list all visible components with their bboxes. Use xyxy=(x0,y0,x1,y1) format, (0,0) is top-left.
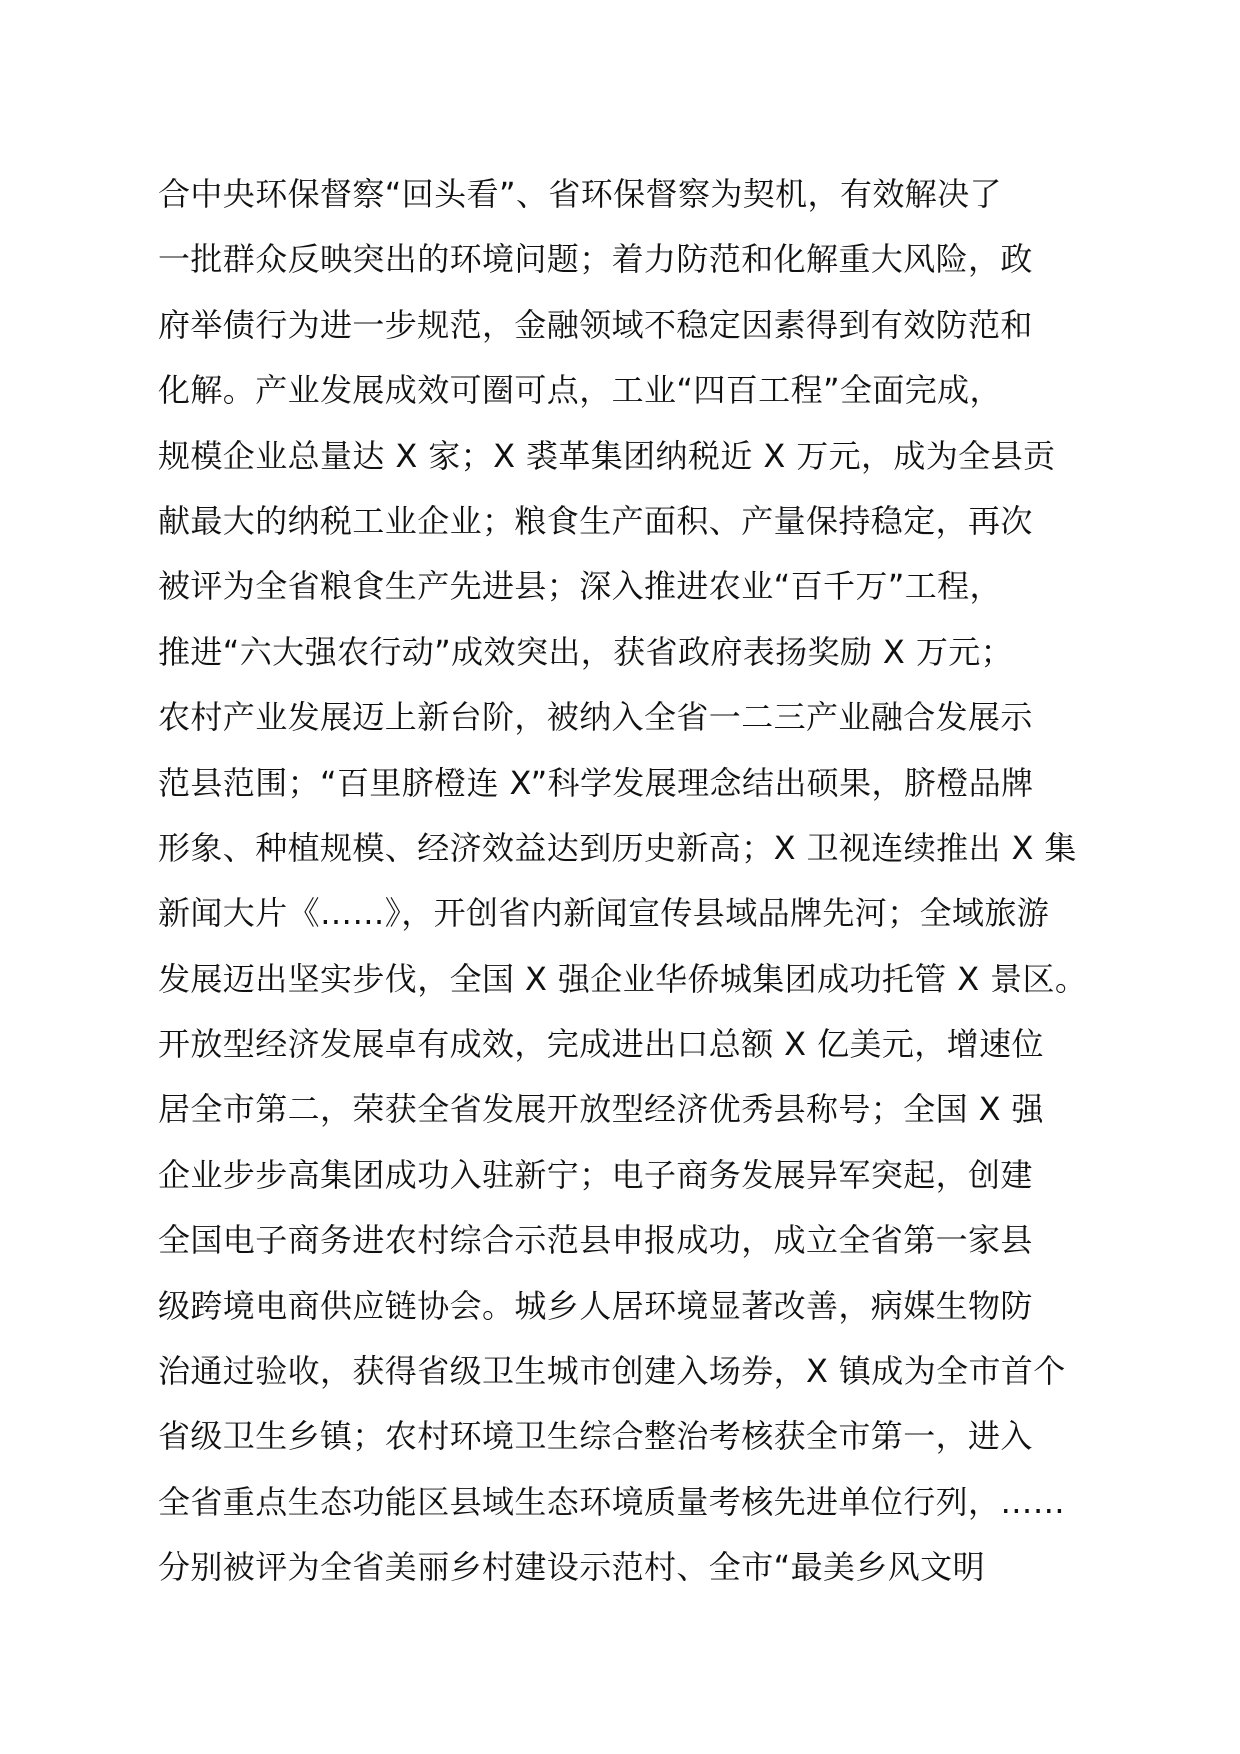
text-line-11: 形象、种植规模、经济效益达到历史新高；X 卫视连续推出 X 集 xyxy=(158,828,1077,867)
text-line-15: 居全市第二，荣获全省发展开放型经济优秀县称号；全国 X 强 xyxy=(158,1090,1044,1129)
text-line-12: 新闻大片《……》，开创省内新闻宣传县域品牌先河；全域旅游 xyxy=(158,894,1050,933)
text-line-3: 府举债行为进一步规范，金融领域不稳定因素得到有效防范和 xyxy=(158,305,1033,344)
text-line-17: 全国电子商务进农村综合示范县申报成功，成立全省第一家县 xyxy=(158,1221,1033,1260)
text-line-10: 范县范围；“百里脐橙连 X”科学发展理念结出硕果，脐橙品牌 xyxy=(158,763,1034,802)
text-line-21: 全省重点生态功能区县域生态环境质量考核先进单位行列，…… xyxy=(158,1482,1066,1521)
text-line-19: 治通过验收，获得省级卫生城市创建入场券，X 镇成为全市首个 xyxy=(158,1352,1066,1391)
body-text xyxy=(158,162,1098,1601)
text-line-1: 合中央环保督察“回头看”、省环保督察为契机，有效解决了 xyxy=(158,175,1002,213)
text-line-20: 省级卫生乡镇；农村环境卫生综合整治考核获全市第一，进入 xyxy=(158,1417,1033,1456)
text-line-4: 化解。产业发展成效可圈可点，工业“四百工程”全面完成， xyxy=(158,371,1002,410)
text-line-22: 分别被评为全省美丽乡村建设示范村、全市“最美乡风文明 xyxy=(158,1548,985,1587)
text-line-8: 推进“六大强农行动”成效突出，获省政府表扬奖励 X 万元； xyxy=(158,632,1014,671)
text-line-9: 农村产业发展迈上新台阶，被纳入全省一二三产业融合发展示 xyxy=(158,698,1033,737)
text-line-6: 献最大的纳税工业企业；粮食生产面积、产量保持稳定，再次 xyxy=(158,501,1033,540)
text-line-14: 开放型经济发展卓有成效，完成进出口总额 X 亿美元，增速位 xyxy=(158,1025,1044,1064)
text-line-13: 发展迈出坚实步伐，全国 X 强企业华侨城集团成功托管 X 景区。 xyxy=(158,959,1088,998)
text-line-5: 规模企业总量达 X 家；X 裘革集团纳税近 X 万元，成为全县贡 xyxy=(158,436,1056,475)
text-line-7: 被评为全省粮食生产先进县；深入推进农业“百千万”工程， xyxy=(158,567,1002,606)
text-line-16: 企业步步高集团成功入驻新宁；电子商务发展异军突起，创建 xyxy=(158,1155,1033,1194)
text-line-18: 级跨境电商供应链协会。城乡人居环境显著改善，病媒生物防 xyxy=(158,1286,1033,1325)
text-line-2: 一批群众反映突出的环境问题；着力防范和化解重大风险，政 xyxy=(158,240,1033,279)
